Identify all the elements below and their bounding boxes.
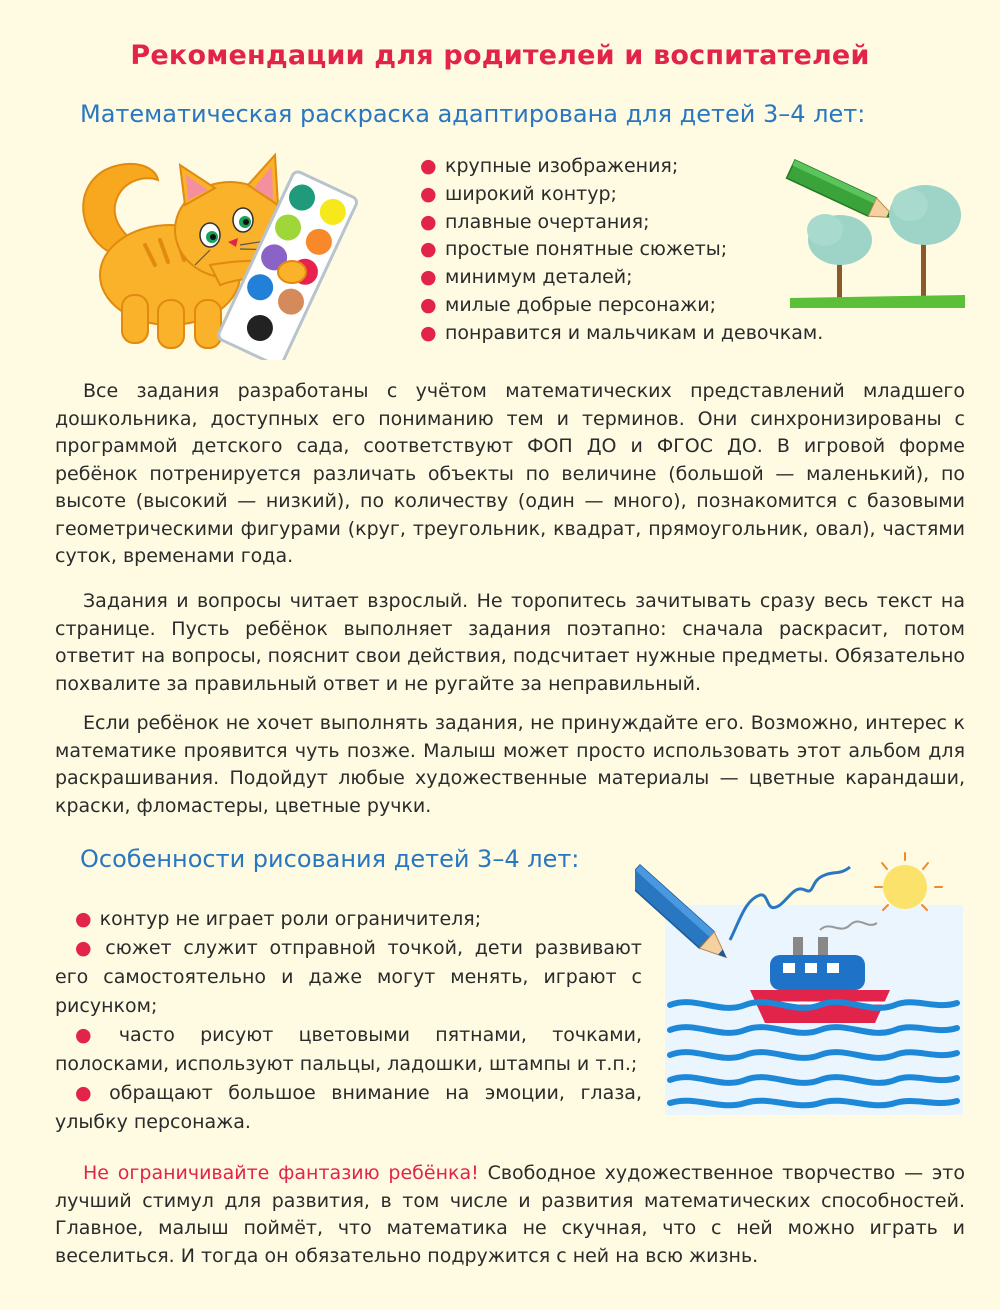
bullet-icon: ● bbox=[420, 182, 437, 205]
list-item: ● широкий контур; bbox=[420, 181, 823, 209]
bullet-icon: ● bbox=[420, 155, 437, 177]
bullet-icon: ● bbox=[420, 210, 437, 233]
ship-illustration bbox=[635, 845, 970, 1120]
paragraph: Все задания разработаны с учётом математических представлений младшего дошкольника, доступных его пониманию тем и терминов. Они синхронизированы с программой детского сада, соответствуют ФОП ДО и ФГОС ДО. В игровой форме ребёнок потренируется различать объекты по величине (большой — маленький), по высоте (высокий — низкий), по количеству (один — много), познакомится с базовыми геометрическими фигурами (круг, треугольник, квадрат, прямоугольник, овал), частями суток, временами года. bbox=[55, 380, 965, 567]
bullet-icon: ● bbox=[75, 908, 92, 930]
list-item: ● обращают большое внимание на эмоции, глаза, улыбку персонажа. bbox=[55, 1082, 642, 1133]
closing-text: Свободное художественное творчество — это лучший стимул для развития, в том числе и развития математических способностей. Главное, малыш поймёт, что математика не скучная, что с ней можно играть и веселиться. И тогда он обязательно подружится с ней на всю жизнь. bbox=[55, 1162, 965, 1267]
bullet-icon: ● bbox=[420, 293, 437, 316]
bullet-icon: ● bbox=[420, 266, 437, 289]
section-subtitle: Особенности рисования детей 3–4 лет: bbox=[80, 845, 580, 873]
features-list bbox=[420, 153, 823, 348]
bullet-icon: ● bbox=[420, 321, 437, 344]
section-subtitle: Математическая раскраска адаптирована для детей 3–4 лет: bbox=[80, 100, 866, 128]
list-item: ● часто рисуют цветовыми пятнами, точками, полосками, используют пальцы, ладошки, штампы и т.п.; bbox=[55, 1024, 642, 1075]
list-item: ● контур не играет роли ограничителя; bbox=[75, 908, 482, 930]
sun-icon bbox=[883, 865, 927, 909]
cat-paw bbox=[278, 261, 306, 283]
list-item: ● плавные очертания; bbox=[420, 209, 823, 237]
list-item: ● милые добрые персонажи; bbox=[420, 292, 823, 320]
cat-leg bbox=[122, 295, 148, 343]
closing-highlight: Не ограничивайте фантазию ребёнка! bbox=[83, 1162, 479, 1184]
list-item: ● сюжет служит отправной точкой, дети развивают его самостоятельно и даже могут менять, играют с рисунком; bbox=[55, 937, 642, 1017]
cat-paints-illustration bbox=[60, 150, 390, 360]
grass bbox=[790, 295, 965, 308]
paragraph: Если ребёнок не хочет выполнять задания, не принуждайте его. Возможно, интерес к математике проявится чуть позже. Малыш может просто использовать этот альбом для раскрашивания. Подойдут любые художественные материалы — цветные карандаши, краски, фломастеры, цветные ручки. bbox=[55, 712, 965, 817]
bullet-icon: ● bbox=[75, 1024, 111, 1046]
closing-paragraph bbox=[55, 1160, 965, 1270]
list-item: ● крупные изображения; bbox=[420, 153, 823, 181]
bullet-icon: ● bbox=[420, 238, 437, 261]
list-item: ● минимум деталей; bbox=[420, 264, 823, 292]
cat-leg bbox=[195, 300, 221, 348]
bullet-icon: ● bbox=[75, 1082, 102, 1104]
drawing-features-list bbox=[55, 905, 642, 1137]
pencil-trees-illustration bbox=[785, 150, 970, 320]
cat-leg bbox=[158, 300, 184, 348]
list-item: ● понравится и мальчикам и девочкам. bbox=[420, 320, 823, 348]
bullet-icon: ● bbox=[75, 937, 98, 959]
page-title: Рекомендации для родителей и воспитателей bbox=[130, 40, 870, 71]
paragraph: Задания и вопросы читает взрослый. Не торопитесь зачитывать сразу весь текст на странице. Пусть ребёнок выполняет задания поэтапно: сначала раскрасит, потом ответит на вопросы, пояснит свои действия, подсчитает нужные предметы. Обязательно похвалите за правильный ответ и не ругайте за неправильный. bbox=[55, 590, 965, 695]
list-item: ● простые понятные сюжеты; bbox=[420, 236, 823, 264]
